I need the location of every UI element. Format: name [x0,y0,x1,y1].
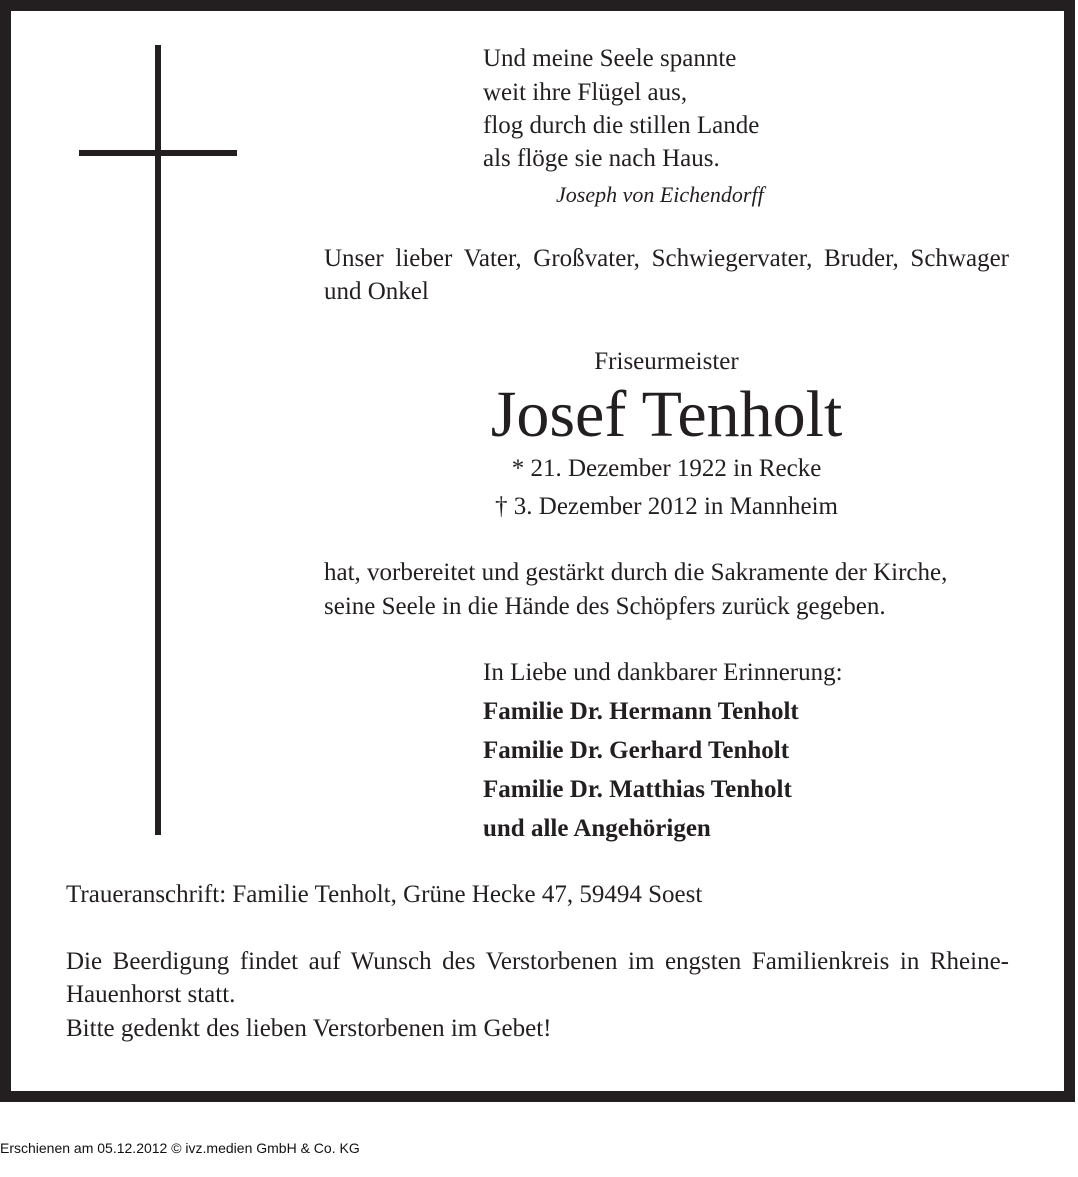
deceased-title: Friseurmeister [594,348,739,375]
publication-footer: Erschienen am 05.12.2012 © ivz.medien GmbH & Co. KG [0,1140,360,1156]
closing-line: Bitte gedenkt des lieben Verstorbenen im Gebet! [66,1015,552,1042]
quote-line: als flöge sie nach Haus. [483,145,720,172]
death-date: † 3. Dezember 2012 in Mannheim [495,493,838,520]
statement-line: hat, vorbereitet und gestärkt durch die Sakramente der Kirche, [324,559,948,586]
deceased-name: Josef Tenholt [490,378,843,451]
mourning-address: Traueranschrift: Familie Tenholt, Grüne Hecke 47, 59494 Soest [66,881,703,908]
mourner-name: und alle Angehörigen [483,815,711,842]
intro-text: Unser lieber Vater, Großvater, Schwiegervater, Bruder, Schwager und Onkel [324,245,1009,305]
mourner-name: Familie Dr. Gerhard Tenholt [483,737,790,764]
birth-date: * 21. Dezember 1922 in Recke [511,455,822,482]
mourner-name: Familie Dr. Matthias Tenholt [483,776,792,803]
quote-line: flog durch die stillen Lande [483,112,760,139]
mourners-heading: In Liebe und dankbarer Erinnerung: [483,659,843,686]
funeral-notice: Die Beerdigung findet auf Wunsch des Verstorbenen im engsten Familienkreis in Rheine-Hauenhorst statt. [66,948,1009,1008]
statement-line: seine Seele in die Hände des Schöpfers zurück gegeben. [324,593,886,620]
mourner-name: Familie Dr. Hermann Tenholt [483,698,799,725]
quote-line: weit ihre Flügel aus, [483,79,688,106]
quote-line: Und meine Seele spannte [483,45,737,72]
quote-author: Joseph von Eichendorff [556,182,764,207]
